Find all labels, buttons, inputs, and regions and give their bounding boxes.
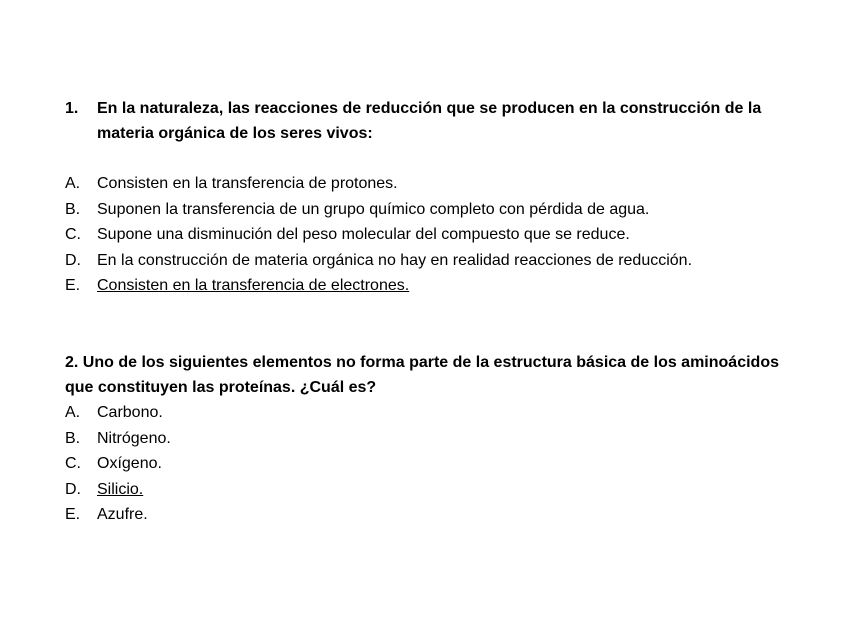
option-text: Azufre. bbox=[97, 506, 148, 523]
option-letter: C. bbox=[65, 455, 81, 472]
option-text: Carbono. bbox=[97, 404, 163, 421]
question-1-option-c bbox=[65, 222, 765, 248]
option-letter: C. bbox=[65, 226, 81, 243]
option-text: Supone una disminución del peso molecular del compuesto que se reduce. bbox=[97, 226, 630, 243]
question-1-number: 1. bbox=[65, 100, 79, 117]
option-letter: B. bbox=[65, 429, 81, 447]
option-letter: E. bbox=[65, 506, 81, 523]
question-1 bbox=[65, 96, 765, 299]
option-letter: A. bbox=[65, 404, 81, 421]
question-1-option-d bbox=[65, 248, 765, 274]
option-text: Suponen la transferencia de un grupo químico completo con pérdida de agua. bbox=[97, 200, 650, 218]
question-1-option-b bbox=[65, 197, 765, 223]
question-2-option-c bbox=[65, 451, 785, 477]
question-1-options bbox=[65, 171, 765, 299]
option-text: En la construcción de materia orgánica no hay en realidad reacciones de reducción. bbox=[97, 251, 693, 269]
option-text: Oxígeno. bbox=[97, 455, 162, 472]
option-letter: A. bbox=[65, 175, 81, 192]
question-2-option-b bbox=[65, 426, 785, 452]
question-1-text: En la naturaleza, las reacciones de reducción que se producen en la construcción de la materia orgánica de los seres vivos: bbox=[97, 100, 762, 142]
question-2 bbox=[65, 350, 785, 528]
option-letter: E. bbox=[65, 277, 81, 294]
question-1-option-a bbox=[65, 171, 765, 197]
option-letter: D. bbox=[65, 480, 81, 498]
question-2-title: 2. Uno de los siguientes elementos no forma parte de la estructura básica de los aminoácidos que constituyen las proteínas. ¿Cuál es? bbox=[65, 354, 779, 396]
question-2-option-e bbox=[65, 502, 785, 528]
option-text: Nitrógeno. bbox=[97, 429, 171, 447]
option-letter: D. bbox=[65, 251, 81, 269]
option-text-underlined: Consisten en la transferencia de electrones. bbox=[97, 277, 410, 294]
question-1-title bbox=[65, 96, 765, 146]
option-letter: B. bbox=[65, 200, 81, 218]
option-text: Consisten en la transferencia de protones. bbox=[97, 175, 398, 192]
question-1-option-e bbox=[65, 273, 765, 299]
option-text-underlined: Silicio. bbox=[97, 480, 144, 498]
question-2-options bbox=[65, 400, 785, 528]
question-2-option-d bbox=[65, 477, 785, 503]
question-2-option-a bbox=[65, 400, 785, 426]
